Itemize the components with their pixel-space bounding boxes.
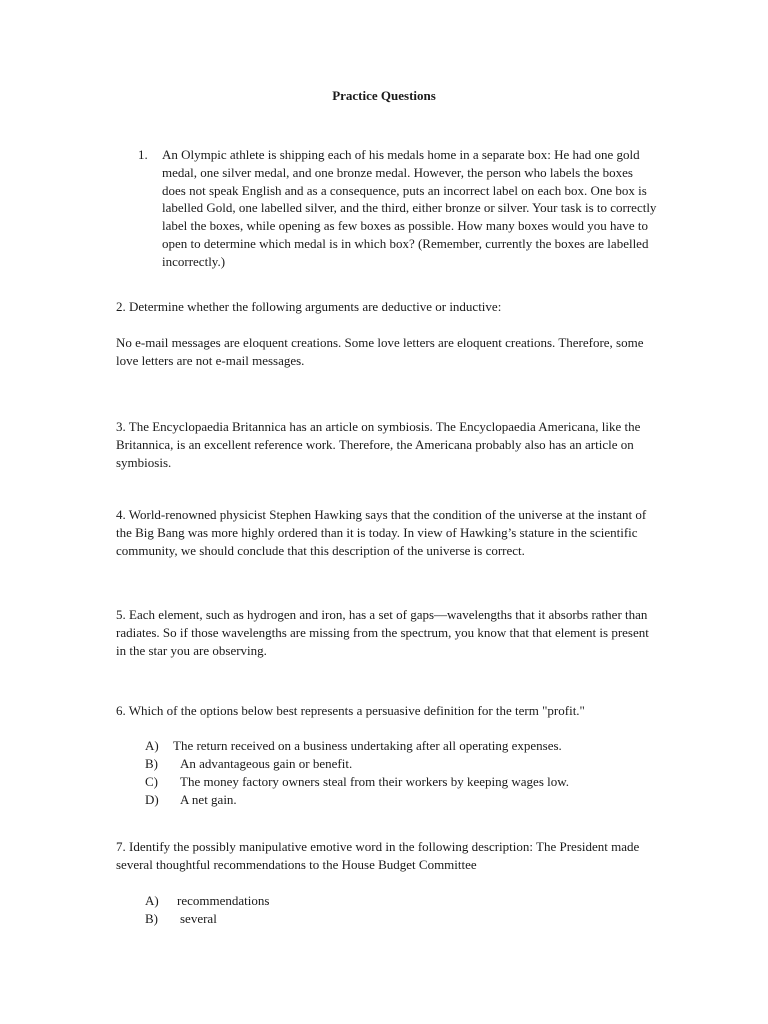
question-3-text: 3. The Encyclopaedia Britannica has an article on symbiosis. The Encyclopaedia Americana, like the Britannica, is an excellent reference work. Therefore, the Americana probably also has an article on symbiosis. — [116, 419, 641, 470]
option-text: An advantageous gain or benefit. — [180, 756, 353, 771]
option-letter: A) — [145, 893, 159, 908]
option-letter: D) — [145, 792, 159, 807]
option-item — [145, 892, 269, 910]
page-title: Practice Questions — [332, 88, 436, 103]
option-item — [145, 737, 569, 755]
option-letter: B) — [145, 756, 158, 771]
option-text: The money factory owners steal from their workers by keeping wages low. — [180, 774, 570, 789]
question-5-text: 5. Each element, such as hydrogen and iron, has a set of gaps—wavelengths that it absorbs rather than radiates. So if those wavelengths are missing from the spectrum, you know that that element is present in the star you are observing. — [116, 607, 649, 658]
question-2-argument: No e-mail messages are eloquent creations. Some love letters are eloquent creations. Therefore, some love letters are not e-mail messages. — [116, 335, 644, 368]
option-item — [145, 910, 269, 928]
option-text: recommendations — [177, 893, 270, 908]
question-4-text: 4. World-renowned physicist Stephen Hawking says that the condition of the universe at the instant of the Big Bang was more highly ordered than it is today. In view of Hawking’s stature in the scientific community, we should conclude that this description of the universe is correct. — [116, 507, 647, 558]
option-item — [145, 755, 569, 773]
question-7-options — [145, 892, 269, 928]
option-letter: A) — [145, 738, 159, 753]
option-letter: B) — [145, 911, 158, 926]
option-item — [145, 791, 569, 809]
option-text: The return received on a business undertaking after all operating expenses. — [173, 738, 562, 753]
question-1-number: 1. — [138, 147, 148, 162]
option-text: several — [180, 911, 217, 926]
question-1-text: An Olympic athlete is shipping each of his medals home in a separate box: He had one gold medal, one silver medal, and one bronze medal. However, the person who labels the boxes does not speak English and as a consequence, puts an incorrect label on each box. One box is labelled Gold, one labelled silver, and the third, either bronze or silver. Your task is to correctly label the boxes, while opening as few boxes as possible. How many boxes would you have to open to determine which medal is in which box? (Remember, currently the boxes are labelled incorrectly.) — [162, 147, 657, 269]
question-2-text: 2. Determine whether the following arguments are deductive or inductive: — [116, 299, 502, 314]
question-6-text: 6. Which of the options below best represents a persuasive definition for the term "profit." — [116, 703, 585, 718]
option-letter: C) — [145, 774, 158, 789]
question-1 — [138, 146, 658, 271]
option-text: A net gain. — [180, 792, 237, 807]
question-6-options — [145, 737, 569, 809]
question-7-text: 7. Identify the possibly manipulative emotive word in the following description: The President made several thoughtful recommendations to the House Budget Committee — [116, 839, 640, 872]
option-item — [145, 773, 569, 791]
